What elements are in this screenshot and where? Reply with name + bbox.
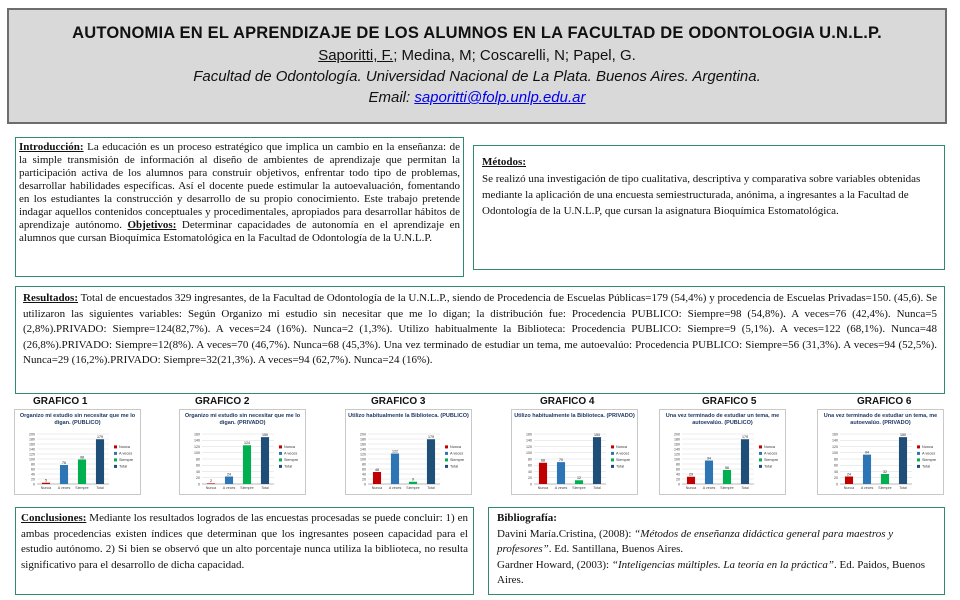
- legend-label: Total: [764, 464, 773, 469]
- legend-swatch: [279, 465, 282, 468]
- objetivos-text: Determinar capacidades de autonomía en el aprendizaje en alumnos que cursan Bioquímica Estomatológica en la Facultad de Odontología de la U.N.L.P.: [19, 219, 460, 244]
- bar-nunca: [207, 483, 215, 484]
- data-label: 56: [725, 465, 729, 470]
- legend-label: Nunca: [922, 445, 933, 449]
- y-tick-label: 100: [29, 457, 35, 462]
- y-tick-label: 120: [832, 444, 838, 449]
- legend-swatch: [114, 452, 117, 455]
- y-tick-label: 20: [196, 476, 200, 481]
- chart-4-title: Utilizo habitualmente la Biblioteca. (PRIVADO): [514, 413, 635, 419]
- email-label: Email:: [368, 89, 415, 106]
- chart-5-plot: [660, 410, 787, 496]
- bar-nunca: [687, 477, 695, 484]
- legend-label: Total: [616, 464, 625, 469]
- y-tick-label: 80: [676, 462, 680, 467]
- bar-nunca: [373, 472, 381, 484]
- first-author: Saporitti, F.: [318, 47, 394, 64]
- bar-a-veces: [557, 462, 565, 484]
- data-label: 29: [689, 472, 693, 477]
- legend-label: A veces: [284, 451, 298, 456]
- data-label: 94: [707, 456, 711, 461]
- x-tick-label: Nunca: [843, 486, 855, 490]
- data-label: 70: [559, 457, 563, 462]
- bar-a-veces: [60, 465, 68, 484]
- data-label: 150: [594, 432, 600, 437]
- legend-swatch: [445, 458, 448, 461]
- bar-siempre: [881, 474, 889, 484]
- bibliografia-heading: Bibliografía:: [497, 512, 557, 524]
- poster-header: [7, 8, 947, 124]
- y-tick-label: 120: [526, 444, 532, 449]
- y-tick-label: 80: [31, 462, 35, 467]
- ref2-title: “Inteligencias múltiples. La teoría en la práctica”: [611, 558, 834, 571]
- legend-label: Nunca: [119, 445, 130, 449]
- conclusiones-text: Mediante los resultados logrados de las encuestas procesadas se puede concluir: 1) en ambas procedencias existen índices que determinan que los ingresantes poseen capacidad para el estudio autónomo. 2) Si bien se observó que un alto porcentaje nunca utiliza la biblioteca, no resulta significativo para el desarrollo de dicha capacidad.: [21, 512, 468, 571]
- bar-total: [741, 439, 749, 484]
- legend-label: Siempre: [922, 458, 937, 462]
- legend-swatch: [759, 445, 762, 448]
- y-tick-label: 180: [360, 437, 366, 442]
- data-label: 24: [847, 472, 851, 477]
- data-label: 48: [375, 467, 379, 472]
- objetivos-heading: Objetivos:: [127, 219, 177, 231]
- other-authors: ; Medina, M; Coscarelli, N; Papel, G.: [393, 47, 636, 64]
- ref1-publisher: . Ed. Santillana, Buenos Aires.: [548, 543, 684, 555]
- bar-a-veces: [863, 455, 871, 484]
- y-tick-label: 40: [362, 472, 366, 477]
- y-tick-label: 140: [29, 447, 35, 452]
- x-tick-label: Siempre: [572, 486, 586, 490]
- x-tick-label: Siempre: [75, 486, 89, 490]
- legend-label: Siempre: [119, 458, 134, 462]
- legend-swatch: [917, 465, 920, 468]
- y-tick-label: 120: [29, 452, 35, 457]
- grafico-6-label: GRAFICO 6: [857, 396, 912, 407]
- legend-label: A veces: [764, 451, 778, 456]
- y-tick-label: 80: [528, 457, 532, 462]
- y-tick-label: 180: [29, 437, 35, 442]
- data-label: 32: [883, 469, 887, 474]
- data-label: 2: [210, 479, 212, 484]
- legend-swatch: [759, 465, 762, 468]
- legend-label: A veces: [922, 451, 936, 456]
- data-label: 12: [577, 476, 581, 481]
- chart-6-title: Una vez terminado de estudiar un tema, me autoevalúo. (PRIVADO): [823, 413, 938, 426]
- ref2-author: Gardner Howard, (2003):: [497, 558, 612, 571]
- legend-swatch: [917, 458, 920, 461]
- y-tick-label: 0: [678, 482, 680, 487]
- legend-label: A veces: [616, 451, 630, 456]
- y-tick-label: 100: [674, 457, 680, 462]
- x-tick-label: A veces: [702, 486, 716, 490]
- chart-1-title: Organizo mi estudio sin necesitar que me lo digan. (PUBLICO): [19, 413, 136, 426]
- data-label: 24: [227, 472, 231, 477]
- legend-swatch: [759, 458, 762, 461]
- metodos-box: [473, 145, 945, 270]
- x-tick-label: Nunca: [40, 486, 52, 490]
- y-tick-label: 60: [676, 467, 680, 472]
- data-label: 150: [262, 432, 268, 437]
- bar-siempre: [723, 470, 731, 484]
- y-tick-label: 20: [834, 476, 838, 481]
- legend-swatch: [917, 452, 920, 455]
- grafico-2-label: GRAFICO 2: [195, 396, 250, 407]
- y-tick-label: 120: [360, 452, 366, 457]
- legend-label: Nunca: [616, 445, 627, 449]
- y-tick-label: 40: [31, 472, 35, 477]
- bar-nunca: [42, 483, 50, 484]
- ref2-publisher: . Ed. Paidos, Buenos Aires.: [497, 558, 926, 586]
- legend-label: A veces: [119, 451, 133, 456]
- y-tick-label: 120: [674, 452, 680, 457]
- chart-2-title: Organizo mi estudio sin necesitar que me lo digan. (PRIVADO): [184, 413, 301, 426]
- legend-swatch: [279, 445, 282, 448]
- y-tick-label: 140: [674, 447, 680, 452]
- data-label: 98: [80, 455, 84, 460]
- chart-3-title: Utilizo habitualmente la Biblioteca. (PUBLICO): [348, 413, 469, 419]
- chart-2-plot: [180, 410, 307, 496]
- y-tick-label: 40: [676, 472, 680, 477]
- legend-swatch: [611, 445, 614, 448]
- y-tick-label: 0: [198, 482, 200, 487]
- legend-label: Total: [119, 464, 128, 469]
- data-label: 179: [97, 435, 103, 440]
- legend-swatch: [114, 458, 117, 461]
- data-label: 179: [428, 435, 434, 440]
- chart-1-plot: [15, 410, 142, 496]
- intro-text: La educación es un proceso estratégico que implica un cambio en la enseñanza: de la simple transmisión de información al diseño de ambientes de aprendizaje que permitan la participación activa de los alumnos para construir objetivos, enfrentar todo tipo de problemas, desarrollar habilidades específicas. Así el docente puede estimular la autoevaluación, fomentando en los estudiantes la construcción y desarrollo de su propio conocimiento. Este trabajo pretende indagar aquellos contenidos conceptuales y procedimentales, apropiados para desarrollar hábitos de aprendizaje autónomo.: [19, 141, 460, 231]
- chart-2: [179, 409, 306, 495]
- chart-1: [14, 409, 141, 495]
- bar-total: [261, 437, 269, 484]
- x-tick-label: Total: [593, 486, 601, 490]
- bar-total: [427, 439, 435, 484]
- legend-label: Siempre: [284, 458, 299, 462]
- grafico-1-label: GRAFICO 1: [33, 396, 88, 407]
- data-label: 76: [62, 460, 66, 465]
- x-tick-label: A veces: [57, 486, 71, 490]
- bibliografia-box: [488, 507, 945, 595]
- x-tick-label: Total: [96, 486, 104, 490]
- ref1-title: “Métodos de enseñanza didáctica general para maestros y profesores”: [497, 527, 894, 555]
- y-tick-label: 180: [674, 437, 680, 442]
- y-tick-label: 160: [29, 442, 35, 447]
- bar-nunca: [539, 463, 547, 484]
- bar-total: [593, 437, 601, 484]
- y-tick-label: 200: [360, 432, 366, 437]
- data-label: 122: [392, 449, 398, 454]
- y-tick-label: 100: [194, 451, 200, 456]
- x-tick-label: Siempre: [406, 486, 420, 490]
- x-tick-label: A veces: [860, 486, 874, 490]
- x-tick-label: Nunca: [371, 486, 383, 490]
- legend-swatch: [279, 458, 282, 461]
- y-tick-label: 60: [31, 467, 35, 472]
- resultados-box: [15, 286, 945, 394]
- y-tick-label: 100: [832, 451, 838, 456]
- chart-3-plot: [346, 410, 473, 496]
- x-tick-label: Total: [261, 486, 269, 490]
- y-tick-label: 40: [196, 469, 200, 474]
- y-tick-label: 60: [834, 463, 838, 468]
- legend-swatch: [611, 458, 614, 461]
- y-tick-label: 160: [526, 432, 532, 437]
- chart-4: [511, 409, 638, 495]
- legend-label: Nunca: [764, 445, 775, 449]
- legend-label: Total: [450, 464, 459, 469]
- chart-4-plot: [512, 410, 639, 496]
- grafico-5-label: GRAFICO 5: [702, 396, 757, 407]
- author-line: [9, 47, 945, 64]
- y-tick-label: 100: [526, 451, 532, 456]
- bar-a-veces: [705, 461, 713, 485]
- chart-3: [345, 409, 472, 495]
- y-tick-label: 140: [360, 447, 366, 452]
- metodos-heading: Métodos:: [482, 156, 526, 168]
- x-tick-label: Total: [741, 486, 749, 490]
- legend-label: Nunca: [284, 445, 295, 449]
- y-tick-label: 40: [528, 469, 532, 474]
- legend-label: Siempre: [450, 458, 465, 462]
- x-tick-label: Nunca: [537, 486, 549, 490]
- legend-swatch: [445, 452, 448, 455]
- legend-swatch: [611, 452, 614, 455]
- chart-6: [817, 409, 944, 495]
- grafico-4-label: GRAFICO 4: [540, 396, 595, 407]
- x-tick-label: Siempre: [720, 486, 734, 490]
- conclusiones-heading: Conclusiones:: [21, 512, 87, 524]
- grafico-3-label: GRAFICO 3: [371, 396, 426, 407]
- legend-label: Siempre: [616, 458, 631, 462]
- introduccion-box: [15, 137, 464, 277]
- y-tick-label: 140: [526, 438, 532, 443]
- data-label: 5: [45, 478, 47, 483]
- data-label: 124: [244, 441, 250, 446]
- y-tick-label: 0: [530, 482, 532, 487]
- y-tick-label: 20: [362, 477, 366, 482]
- x-tick-label: Nunca: [205, 486, 217, 490]
- legend-label: Siempre: [764, 458, 779, 462]
- x-tick-label: Nunca: [685, 486, 697, 490]
- ref1-author: Davini María.Cristina, (2008):: [497, 527, 635, 540]
- data-label: 179: [742, 435, 748, 440]
- bar-siempre: [243, 445, 251, 484]
- y-tick-label: 80: [196, 457, 200, 462]
- chart-5: [659, 409, 786, 495]
- bar-siempre: [409, 482, 417, 484]
- y-tick-label: 60: [362, 467, 366, 472]
- data-label: 150: [900, 432, 906, 437]
- legend-label: A veces: [450, 451, 464, 456]
- legend-label: Total: [284, 464, 293, 469]
- y-tick-label: 160: [674, 442, 680, 447]
- chart-5-title: Una vez terminado de estudiar un tema, me autoevalúo. (PUBLICO): [665, 413, 780, 426]
- email-link[interactable]: saporitti@folp.unlp.edu.ar: [414, 89, 586, 106]
- bar-a-veces: [225, 477, 233, 485]
- bar-siempre: [575, 480, 583, 484]
- y-tick-label: 140: [194, 438, 200, 443]
- x-tick-label: Siempre: [878, 486, 892, 490]
- x-tick-label: A veces: [222, 486, 236, 490]
- bar-siempre: [78, 460, 86, 485]
- y-tick-label: 120: [194, 444, 200, 449]
- y-tick-label: 40: [834, 469, 838, 474]
- bar-total: [96, 439, 104, 484]
- y-tick-label: 20: [31, 477, 35, 482]
- x-tick-label: A veces: [388, 486, 402, 490]
- x-tick-label: A veces: [554, 486, 568, 490]
- data-label: 94: [865, 450, 869, 455]
- y-tick-label: 140: [832, 438, 838, 443]
- y-tick-label: 0: [836, 482, 838, 487]
- y-tick-label: 0: [364, 482, 366, 487]
- resultados-heading: Resultados:: [23, 292, 79, 304]
- institution: Facultad de Odontología. Universidad Nacional de La Plata. Buenos Aires. Argentina.: [193, 68, 761, 85]
- legend-label: Total: [922, 464, 931, 469]
- bar-total: [899, 437, 907, 484]
- legend-swatch: [279, 452, 282, 455]
- legend-swatch: [114, 445, 117, 448]
- y-tick-label: 60: [196, 463, 200, 468]
- email-line: [9, 89, 945, 106]
- metodos-text: Se realizó una investigación de tipo cualitativa, descriptiva y comparativa sobre variables obtenidas mediante la aplicación de una encuesta semiestructurada, anónima, a ingresantes a la Facultad de Odontología de la U.N.L.P, que cursan la asignatura Bioquímica Estomatológica.: [482, 173, 921, 217]
- bar-nunca: [845, 477, 853, 485]
- y-tick-label: 160: [360, 442, 366, 447]
- y-tick-label: 80: [834, 457, 838, 462]
- legend-swatch: [759, 452, 762, 455]
- legend-label: Nunca: [450, 445, 461, 449]
- data-label: 68: [541, 458, 545, 463]
- y-tick-label: 200: [29, 432, 35, 437]
- conclusiones-box: [15, 507, 474, 595]
- legend-swatch: [917, 445, 920, 448]
- y-tick-label: 80: [362, 462, 366, 467]
- y-tick-label: 100: [360, 457, 366, 462]
- poster-title: AUTONOMIA EN EL APRENDIZAJE DE LOS ALUMNOS EN LA FACULTAD DE ODONTOLOGIA U.N.L.P.: [72, 24, 882, 42]
- legend-swatch: [445, 445, 448, 448]
- resultados-text: Total de encuestados 329 ingresantes, de la Facultad de Odontología de la U.N.L.P., siendo de Procedencia de Escuelas Públicas=179 (54,4%) y procedencia de Escuelas Privadas=150. (45,6). Se utilizaron las siguientes variables: Según Organizo mi estudio sin necesitar que me lo digan; la distribución fue: Procedencia PUBLICO: Siempre=98 (54,8%). A veces=76 (42,4%). Nunca=5 (2,8%).PRIVADO: Siempre=124(82,7%). A veces=24 (16%). Nunca=2 (1,3%). Utilizo habitualmente la Biblioteca: Procedencia PUBLICO: Siempre=9 (5,1%). A veces=122 (68,1%). Nunca=48 (26,8%).PRIVADO: Siempre=12(8%). A veces=70 (46,7%). Nunca=68 (45,3%). Una vez terminado de estudiar un tema, me autoevalúo: Procedencia PUBLICO: Siempre=56 (31,3%). A veces=94 (52,5%). Nunca=29 (16,2%).PRIVADO: Siempre=32(21,3%). A veces=94 (62,7%). Nunca=24 (16%).: [23, 292, 937, 366]
- y-tick-label: 0: [33, 482, 35, 487]
- y-tick-label: 200: [674, 432, 680, 437]
- y-tick-label: 20: [528, 476, 532, 481]
- bar-a-veces: [391, 454, 399, 485]
- y-tick-label: 60: [528, 463, 532, 468]
- intro-heading: Introducción:: [19, 141, 84, 153]
- chart-6-plot: [818, 410, 945, 496]
- x-tick-label: Total: [427, 486, 435, 490]
- y-tick-label: 160: [194, 432, 200, 437]
- legend-swatch: [611, 465, 614, 468]
- y-tick-label: 160: [832, 432, 838, 437]
- x-tick-label: Siempre: [240, 486, 254, 490]
- y-tick-label: 20: [676, 477, 680, 482]
- data-label: 9: [412, 477, 414, 482]
- x-tick-label: Total: [899, 486, 907, 490]
- legend-swatch: [114, 465, 117, 468]
- legend-swatch: [445, 465, 448, 468]
